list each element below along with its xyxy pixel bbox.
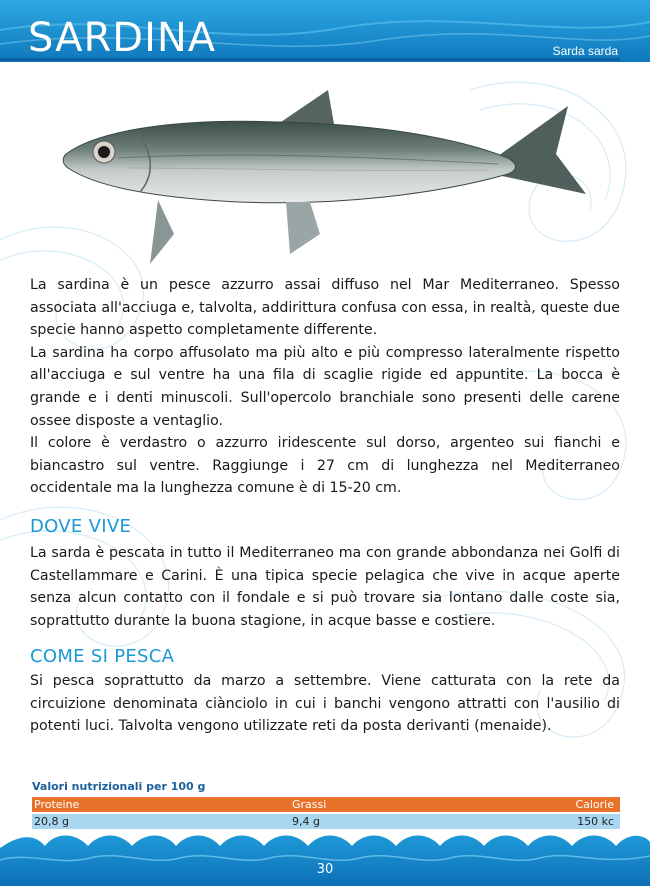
nutrition-value-grassi: 9,4 g	[292, 815, 320, 828]
header-band	[0, 0, 650, 62]
footer-wave-graphic	[0, 826, 650, 886]
dove-vive-text	[30, 542, 620, 632]
nutrition-header-calorie: Calorie	[575, 798, 614, 811]
intro-text	[30, 274, 620, 500]
section-heading-come-si-pesca: COME SI PESCA	[30, 646, 175, 667]
come-si-pesca-paragraph: Si pesca soprattutto da marzo a settembre. Viene catturata con la rete da circuizione denominata ciànciolo in cui i banchi vengono attratti con l'ausilio di potenti luci. Talvolta vengono utilizzate reti da posta derivanti (menaide).	[30, 673, 620, 735]
nutrition-header-proteine: Proteine	[34, 798, 80, 811]
page-title: SARDINA	[28, 15, 217, 61]
nutrition-table	[32, 797, 620, 829]
nutrition-header-grassi: Grassi	[292, 798, 327, 811]
page-number: 30	[316, 862, 334, 877]
dove-vive-paragraph: La sarda è pescata in tutto il Mediterraneo ma con grande abbondanza nei Golfi di Castellammare e Carini. È una tipica specie pelagica che vive in acque aperte senza alcun contatto con il fondale e si può trovare sia lontano dalle coste sia, soprattutto durante la buona stagione, in acque basse e costiere.	[30, 545, 620, 629]
intro-paragraph: Il colore è verdastro o azzurro iridescente sul dorso, argenteo sui fianchi e biancastro sul ventre. Raggiunge i 27 cm di lunghezza nel Mediterraneo occidentale ma la lunghezza comune è di 15-20 cm.	[30, 435, 620, 497]
nutrition-header-row	[32, 797, 620, 812]
nutrition-value-calorie: 150 kc	[577, 815, 614, 828]
nutrition-title: Valori nutrizionali per 100 g	[32, 780, 206, 793]
intro-paragraph: La sardina ha corpo affusolato ma più alto e più compresso lateralmente rispetto all'acciuga e sul ventre ha una fila di scaglie rigide ed appuntite. La bocca è grande e i denti minuscoli. Sull'opercolo branchiale sono presenti delle carene ossee disposte a ventaglio.	[30, 344, 620, 429]
intro-paragraph: La sardina è un pesce azzurro assai diffuso nel Mar Mediterraneo. Spesso associata all'acciuga e, talvolta, addirittura confusa con essa, in realtà, queste due specie hanno aspetto completamente differente.	[30, 277, 620, 339]
section-heading-dove-vive: DOVE VIVE	[30, 516, 132, 537]
scientific-name: Sarda sarda	[552, 44, 618, 58]
sardine-image	[58, 84, 590, 270]
nutrition-value-proteine: 20,8 g	[34, 815, 69, 828]
come-si-pesca-text	[30, 670, 620, 738]
